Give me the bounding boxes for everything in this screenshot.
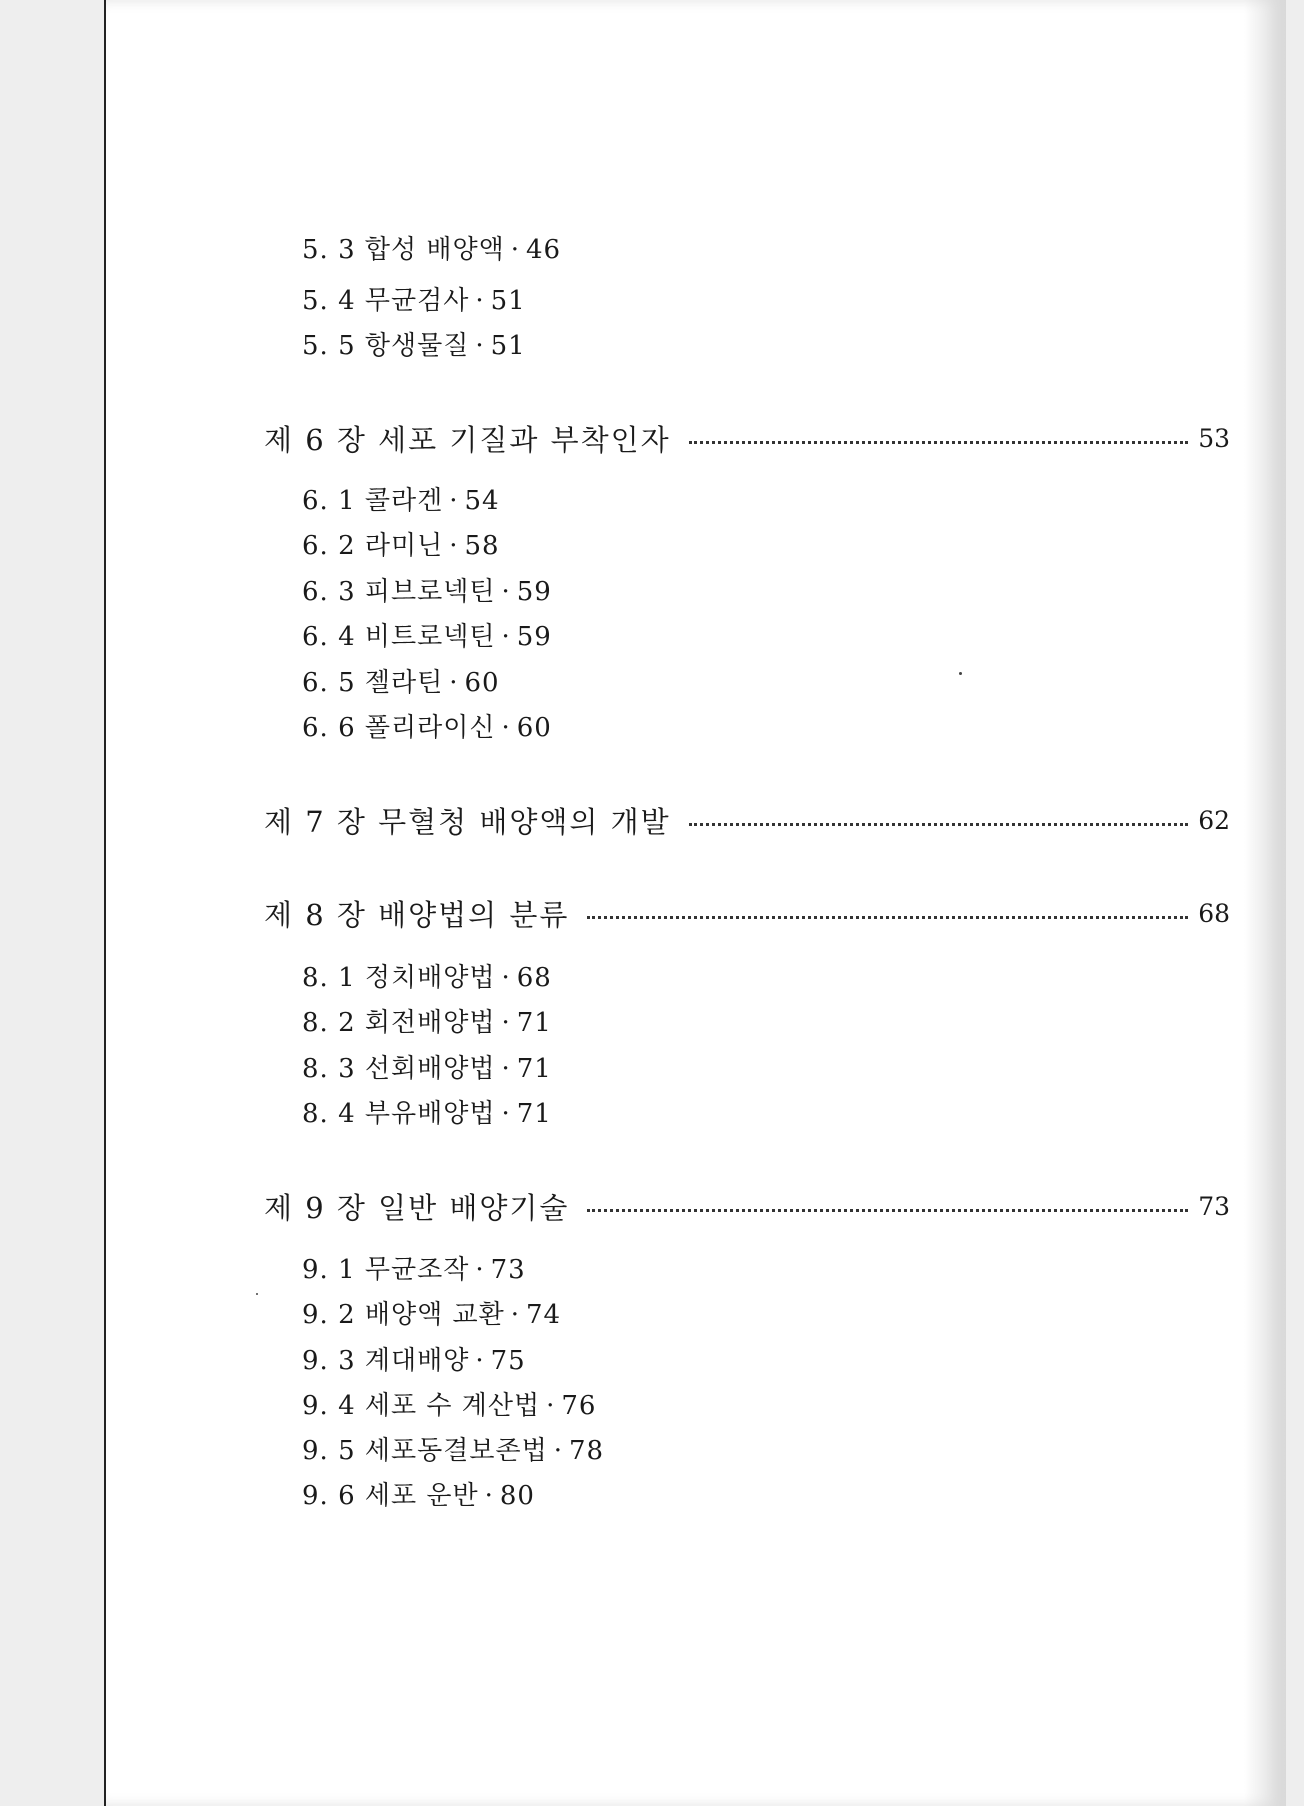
- toc-item-page: 54: [464, 486, 500, 516]
- toc-item-number: 6. 6: [302, 713, 356, 743]
- toc-item-9-1: 9. 1 무균조작 · 73: [302, 1255, 526, 1285]
- toc-item-title: 항생물질: [364, 331, 470, 361]
- chapter-page: 62: [1198, 805, 1230, 835]
- toc-item-page: 76: [561, 1391, 597, 1421]
- toc-item-title: 무균검사: [364, 286, 470, 316]
- toc-item-8-4: 8. 4 부유배양법 · 71: [302, 1099, 552, 1129]
- toc-item-title: 무균조작: [364, 1255, 470, 1285]
- toc-item-9-3: 9. 3 계대배양 · 75: [302, 1346, 526, 1376]
- chapter-page: 73: [1198, 1191, 1230, 1221]
- toc-item-title: 회전배양법: [364, 1008, 496, 1038]
- toc-item-6-5: 6. 5 젤라틴 · 60: [302, 668, 500, 698]
- toc-item-number: 8. 2: [302, 1008, 356, 1038]
- toc-item-number: 9. 3: [302, 1346, 356, 1376]
- toc-item-page: 71: [516, 1099, 552, 1129]
- toc-item-6-1: 6. 1 콜라겐 · 54: [302, 486, 500, 516]
- chapter-page: 53: [1198, 423, 1230, 453]
- toc-item-title: 피브로넥틴: [364, 577, 496, 607]
- book-page: [104, 0, 1286, 1806]
- toc-item-number: 9. 6: [302, 1481, 356, 1511]
- toc-item-6-2: 6. 2 라미닌 · 58: [302, 531, 500, 561]
- toc-item-title: 폴리라이신: [364, 713, 496, 743]
- toc-item-9-5: 9. 5 세포동결보존법 · 78: [302, 1436, 605, 1466]
- chapter-title: 제 9 장 일반 배양기술: [264, 1190, 570, 1225]
- toc-item-title: 부유배양법: [364, 1099, 496, 1129]
- toc-item-page: 60: [464, 668, 500, 698]
- dot-leader: [587, 1209, 1188, 1212]
- page-edge-shadow: [1244, 0, 1286, 1806]
- toc-item-page: 60: [516, 713, 552, 743]
- toc-item-title: 선회배양법: [364, 1054, 496, 1084]
- scan-speck: [959, 672, 962, 675]
- chapter-title: 제 7 장 무혈청 배양액의 개발: [264, 804, 671, 839]
- chapter-title: 제 8 장 배양법의 분류: [264, 897, 570, 932]
- toc-item-title: 젤라틴: [364, 668, 444, 698]
- chapter-title: 제 6 장 세포 기질과 부착인자: [264, 422, 671, 457]
- toc-chapter-8: [264, 893, 1230, 933]
- toc-item-page: 75: [490, 1346, 526, 1376]
- toc-item-page: 58: [464, 531, 500, 561]
- toc-item-page: 78: [568, 1436, 605, 1466]
- toc-item-5-5: 5. 5 항생물질 · 51: [302, 331, 526, 361]
- toc-item-number: 6. 2: [302, 531, 356, 561]
- toc-item-title: 정치배양법: [364, 963, 496, 993]
- toc-item-title: 계대배양: [364, 1346, 470, 1376]
- toc-item-number: 5. 4: [302, 286, 356, 316]
- toc-item-number: 6. 1: [302, 486, 356, 516]
- toc-item-page: 59: [516, 622, 552, 652]
- toc-item-page: 73: [490, 1255, 526, 1285]
- toc-item-page: 59: [516, 577, 552, 607]
- toc-item-page: 80: [499, 1481, 535, 1511]
- toc-item-title: 세포 운반: [364, 1481, 479, 1511]
- toc-item-page: 46: [526, 235, 562, 265]
- toc-item-page: 51: [490, 286, 526, 316]
- toc-item-number: 8. 3: [302, 1054, 356, 1084]
- toc-item-5-4: 5. 4 무균검사 · 51: [302, 286, 526, 316]
- toc-item-9-6: 9. 6 세포 운반 · 80: [302, 1481, 535, 1511]
- toc-item-title: 비트로넥틴: [364, 622, 496, 652]
- toc-item-title: 합성 배양액: [364, 235, 505, 265]
- toc-item-title: 콜라겐: [364, 486, 444, 516]
- toc-item-number: 8. 1: [302, 963, 356, 993]
- toc-item-title: 세포동결보존법: [364, 1436, 548, 1466]
- toc-item-page: 74: [526, 1300, 562, 1330]
- toc-item-number: 9. 4: [302, 1391, 356, 1421]
- toc-chapter-6: [264, 418, 1230, 458]
- toc-chapter-9: [264, 1186, 1230, 1226]
- toc-item-number: 9. 5: [302, 1436, 356, 1466]
- toc-item-9-2: 9. 2 배양액 교환 · 74: [302, 1300, 562, 1330]
- toc-item-title: 세포 수 계산법: [364, 1391, 541, 1421]
- toc-item-8-3: 8. 3 선회배양법 · 71: [302, 1054, 552, 1084]
- toc-item-number: 9. 1: [302, 1255, 356, 1285]
- toc-item-6-4: 6. 4 비트로넥틴 · 59: [302, 622, 552, 652]
- toc-item-number: 5. 3: [302, 235, 356, 265]
- toc-item-page: 71: [516, 1054, 552, 1084]
- dot-leader: [587, 916, 1188, 919]
- toc-item-page: 51: [490, 331, 526, 361]
- toc-item-number: 6. 4: [302, 622, 356, 652]
- toc-item-number: 5. 5: [302, 331, 356, 361]
- toc-item-title: 라미닌: [364, 531, 444, 561]
- scan-speck: [256, 1293, 258, 1295]
- toc-item-6-6: 6. 6 폴리라이신 · 60: [302, 713, 552, 743]
- toc-item-number: 8. 4: [302, 1099, 356, 1129]
- toc-item-6-3: 6. 3 피브로넥틴 · 59: [302, 577, 552, 607]
- toc-item-number: 6. 5: [302, 668, 356, 698]
- toc-item-9-4: 9. 4 세포 수 계산법 · 76: [302, 1391, 597, 1421]
- toc-item-number: 6. 3: [302, 577, 356, 607]
- toc-item-page: 68: [516, 963, 552, 993]
- toc-item-title: 배양액 교환: [364, 1300, 505, 1330]
- chapter-page: 68: [1198, 898, 1230, 928]
- dot-leader: [689, 823, 1188, 826]
- toc-item-page: 71: [516, 1008, 552, 1038]
- toc-item-8-1: 8. 1 정치배양법 · 68: [302, 963, 552, 993]
- toc-item-5-3: 5. 3 합성 배양액 · 46: [302, 235, 562, 265]
- toc-item-number: 9. 2: [302, 1300, 356, 1330]
- toc-chapter-7: [264, 800, 1230, 840]
- dot-leader: [689, 441, 1188, 444]
- toc-item-8-2: 8. 2 회전배양법 · 71: [302, 1008, 552, 1038]
